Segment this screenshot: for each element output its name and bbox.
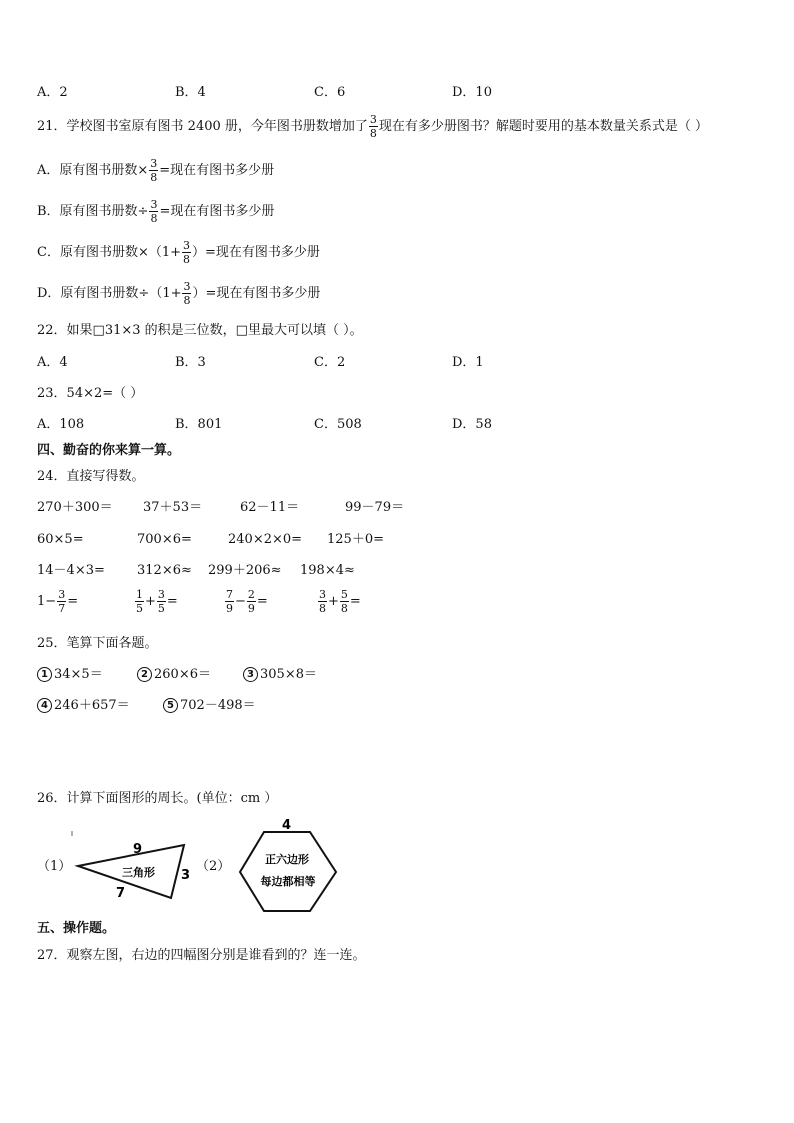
- q24-fraction-item: $\frac{7}{9}$ − $\frac{2}{9}$ =: [226, 588, 268, 615]
- section-heading-4: 四、勤奋的你来算一算。: [37, 443, 181, 458]
- q24-fraction-item: 1 − $\frac{3}{7}$ =: [37, 588, 79, 615]
- q20-option-b: B．4: [175, 85, 206, 100]
- q23-option-c: C．508: [314, 417, 362, 432]
- q22-option-c: C．2: [314, 355, 346, 370]
- q21-option-c: C．原有图书册数×（1+ $\frac{3}{8}$ ）=现在有图书多少册: [37, 239, 320, 266]
- q25-item: 4 246＋657＝: [37, 698, 130, 713]
- circled-number: 5: [163, 698, 178, 713]
- q25-stem: 25．笔算下面各题。: [37, 636, 158, 651]
- q24-item: 37＋53＝: [143, 500, 203, 515]
- fraction: $\frac{3}{7}$: [58, 588, 66, 615]
- fraction: $\frac{3}{8}$: [183, 239, 191, 266]
- q25-item: 1 34×5＝: [37, 667, 103, 682]
- hexagon-line2: 每边都相等: [260, 875, 316, 888]
- q26-fig2-label: （2）: [196, 859, 231, 874]
- q21-option-b: B．原有图书册数÷ $\frac{3}{8}$ =现在有图书多少册: [37, 198, 275, 225]
- q20-option-a: A．2: [37, 85, 68, 100]
- q22-option-b: B．3: [175, 355, 206, 370]
- q24-item: 700×6=: [137, 532, 192, 547]
- q24-item: 240×2×0=: [228, 532, 303, 547]
- fraction: $\frac{3}{8}$: [319, 588, 326, 615]
- circled-number: 3: [243, 667, 258, 682]
- q20-option-d: D．10: [452, 85, 492, 100]
- q24-item: 60×5=: [37, 532, 84, 547]
- q24-item: 99－79＝: [345, 500, 405, 515]
- q20-option-c: C．6: [314, 85, 346, 100]
- q26-fig1-label: （1）: [37, 859, 72, 874]
- fraction: $\frac{3}{8}$: [150, 157, 158, 184]
- fraction: $\frac{2}{9}$: [247, 588, 255, 615]
- section-heading-5: 五、操作题。: [37, 921, 116, 936]
- q24-item: 14－4×3=: [37, 563, 105, 578]
- q23-option-a: A．108: [37, 417, 85, 432]
- q24-item: 125＋0=: [327, 532, 384, 547]
- q24-item: 198×4≈: [300, 563, 355, 578]
- q24-fraction-item: $\frac{3}{8}$ + $\frac{5}{8}$ =: [319, 588, 361, 615]
- circled-number: 1: [37, 667, 52, 682]
- q25-item: 5 702－498＝: [163, 698, 256, 713]
- hexagon-side: 4: [282, 818, 292, 833]
- q23-stem: 23．54×2=（ ）: [37, 386, 144, 401]
- fraction: $\frac{3}{8}$: [369, 113, 377, 140]
- fraction: $\frac{3}{8}$: [183, 280, 191, 307]
- q21-option-a: A．原有图书册数× $\frac{3}{8}$ =现在有图书多少册: [37, 157, 275, 184]
- fraction: $\frac{3}{5}$: [157, 588, 165, 615]
- q27-stem: 27．观察左图，右边的四幅图分别是谁看到的？连一连。: [37, 948, 366, 963]
- q24-item: 299＋206≈: [208, 563, 282, 578]
- q23-option-b: B．801: [175, 417, 223, 432]
- hexagon-shape: [240, 832, 336, 911]
- fraction: $\frac{3}{8}$: [150, 198, 158, 225]
- q24-fraction-item: $\frac{1}{5}$ + $\frac{3}{5}$ =: [136, 588, 178, 615]
- triangle-side-right: 3: [181, 868, 191, 883]
- fraction: $\frac{5}{8}$: [340, 588, 348, 615]
- q23-option-d: D．58: [452, 417, 492, 432]
- hexagon-line1: 正六边形: [265, 853, 309, 866]
- q21-option-d: D．原有图书册数÷（1+ $\frac{3}{8}$ ）=现在有图书多少册: [37, 280, 321, 307]
- q24-item: 270＋300＝: [37, 500, 113, 515]
- q26-stem: 26．计算下面图形的周长。(单位：cm ）: [37, 791, 278, 806]
- circled-number: 2: [137, 667, 152, 682]
- q22-stem: 22．如果□31×3 的积是三位数，□里最大可以填（ ）。: [37, 323, 363, 338]
- triangle-name: 三角形: [122, 866, 155, 879]
- q22-option-d: D．1: [452, 355, 484, 370]
- fraction: $\frac{1}{5}$: [136, 588, 143, 615]
- q25-item: 3 305×8＝: [243, 667, 317, 682]
- q21-stem-post: 现在有多少册图书？解题时要用的基本数量关系式是（ ）: [378, 119, 709, 134]
- q21-stem-pre: 21．学校图书室原有图书 2400 册，今年图书册数增加了: [37, 119, 368, 134]
- circled-number: 4: [37, 698, 52, 713]
- q25-item: 2 260×6＝: [137, 667, 211, 682]
- q24-stem: 24．直接写得数。: [37, 469, 145, 484]
- q24-item: 312×6≈: [137, 563, 192, 578]
- q22-option-a: A．4: [37, 355, 68, 370]
- fraction: $\frac{7}{9}$: [226, 588, 233, 615]
- q24-item: 62－11＝: [240, 500, 300, 515]
- triangle-side-top: 9: [133, 842, 143, 857]
- triangle-side-bottom: 7: [116, 886, 126, 901]
